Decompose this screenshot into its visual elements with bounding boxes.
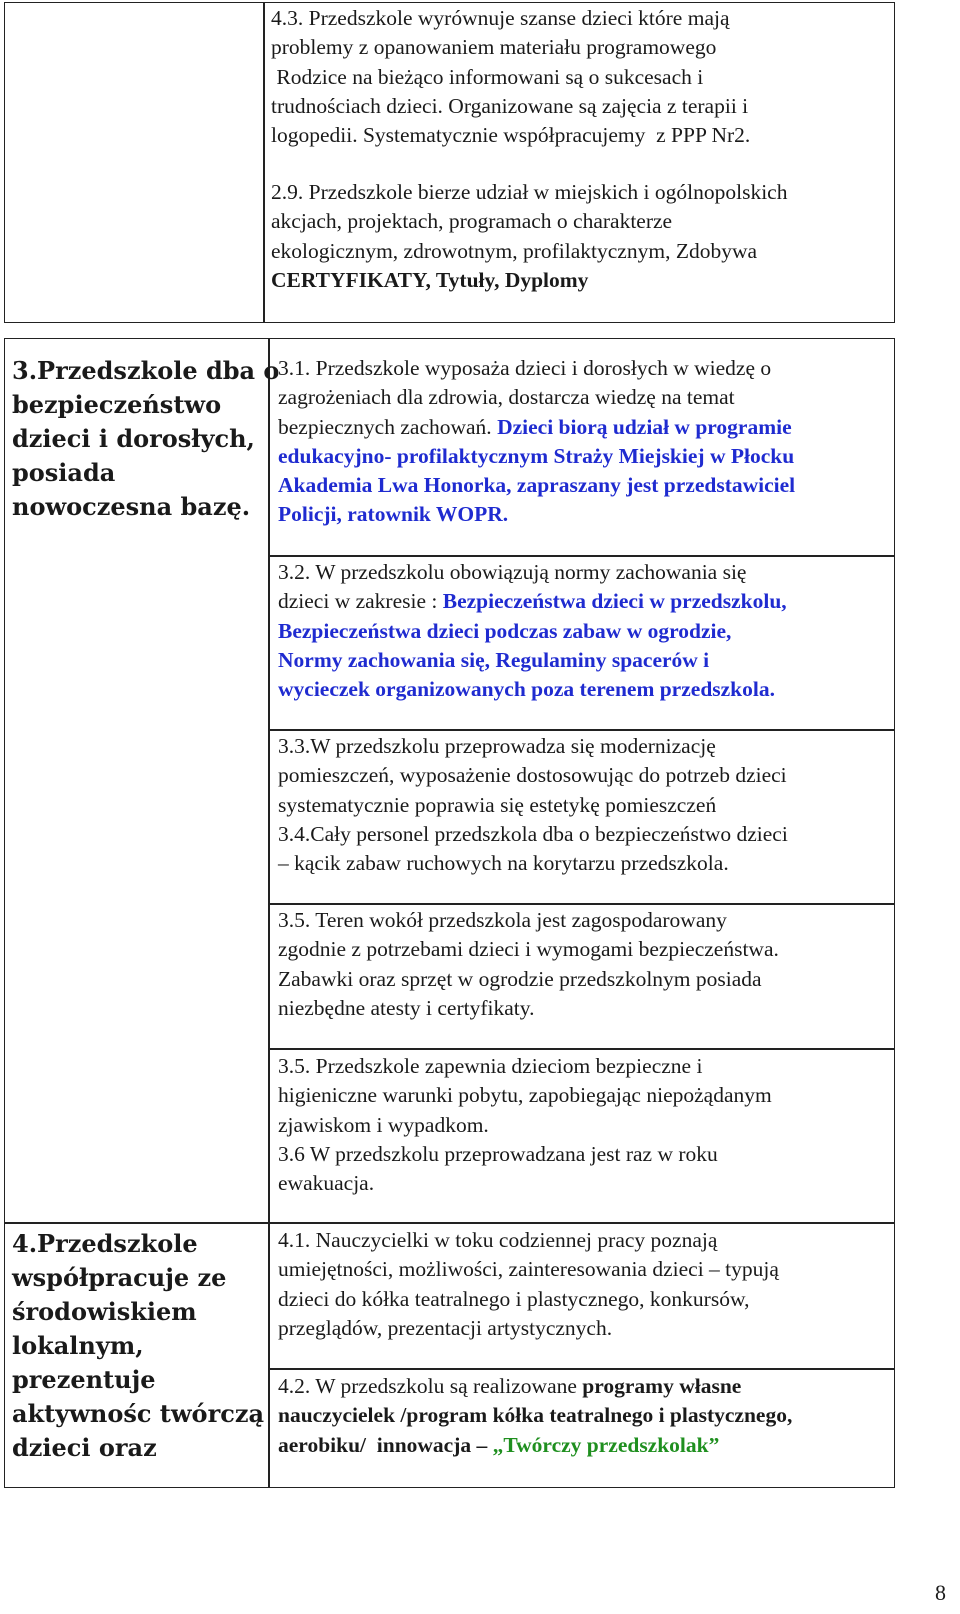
heading-line: 3.Przedszkole dba o — [12, 356, 280, 385]
line-blue: wycieczek organizowanych poza terenem przedszkola. — [278, 677, 775, 702]
line: Zabawki oraz sprzęt w ogrodzie przedszkolnym posiada — [278, 966, 762, 991]
row-line — [268, 1048, 895, 1050]
line: 4.3. Przedszkole wyrównuje szanse dzieci które mają — [271, 6, 730, 30]
heading-line: środowiskiem — [12, 1297, 197, 1326]
heading-line: aktywnośc twórczą — [12, 1399, 264, 1428]
line: ewakuacja. — [278, 1171, 375, 1196]
line: niezbędne atesty i certyfikaty. — [278, 995, 535, 1020]
line: problemy z opanowaniem materiału programowego — [271, 35, 717, 60]
text: 4.2. W przedszkolu są realizowane — [278, 1374, 583, 1398]
line: 3.1. Przedszkole wyposaża dzieci i dorosłych w wiedzę o — [278, 356, 772, 380]
text-bold: aerobiku/ innowacja – — [278, 1432, 493, 1457]
heading-line: 4.Przedszkole — [12, 1229, 198, 1258]
paragraph-4-2 — [278, 1372, 792, 1460]
line: Rodzice na bieżąco informowani są o sukcesach i — [271, 64, 704, 89]
line: 3.2. W przedszkolu obowiązują normy zachowania się — [278, 560, 747, 584]
line: przeglądów, prezentacji artystycznych. — [278, 1315, 613, 1340]
line-blue: Policji, ratownik WOPR. — [278, 502, 509, 527]
line-blue: Akademia Lwa Honorka, zapraszany jest przedstawiciel — [278, 473, 796, 498]
heading-line: dzieci oraz — [12, 1433, 157, 1462]
line: 3.3.W przedszkolu przeprowadza się modernizację — [278, 734, 716, 758]
line: 3.5. Teren wokół przedszkola jest zagospodarowany — [278, 908, 727, 932]
text-bold: programy własne — [582, 1374, 742, 1398]
line: systematycznie poprawia się estetykę pomieszczeń — [278, 792, 717, 817]
heading-line: nowoczesna bazę. — [12, 492, 251, 521]
line — [278, 1431, 792, 1460]
row-line — [4, 1222, 895, 1224]
paragraph-3-3 — [278, 732, 788, 878]
line-bold: CERTYFIKATY, Tytuły, Dyplomy — [271, 267, 589, 292]
line — [278, 1372, 792, 1401]
line: akcjach, projektach, programach o charakterze — [271, 209, 673, 234]
section-3-heading — [12, 354, 279, 524]
line: zagrożeniach dla zdrowia, dostarcza wiedzę na temat — [278, 385, 735, 410]
section-4-heading — [12, 1227, 264, 1465]
heading-line: prezentuje — [12, 1365, 156, 1394]
line-blue: Normy zachowania się, Regulaminy spacerów i — [278, 647, 710, 672]
line: 3.4.Cały personel przedszkola dba o bezpieczeństwo dzieci — [278, 821, 788, 846]
text-blue: Dzieci biorą udział w programie — [497, 414, 792, 439]
heading-line: posiada — [12, 458, 116, 487]
paragraph-3-1 — [278, 354, 795, 530]
heading-line: współpracuje ze — [12, 1263, 227, 1292]
paragraph-2-9 — [271, 178, 787, 295]
paragraph-4-3 — [271, 4, 750, 150]
line: 4.1. Nauczycielki w toku codziennej pracy poznają — [278, 1228, 718, 1252]
top-table-divider — [263, 2, 265, 323]
line-bold: nauczycielek /program kółka teatralnego i plastycznego, — [278, 1403, 793, 1428]
row-line — [268, 903, 895, 905]
line: – kącik zabaw ruchowych na korytarzu przedszkola. — [278, 851, 729, 876]
line-blue: Bezpieczeństwa dzieci podczas zabaw w ogrodzie, — [278, 618, 732, 643]
line: 2.9. Przedszkole bierze udział w miejskich i ogólnopolskich — [271, 180, 788, 204]
line: zjawiskom i wypadkom. — [278, 1112, 489, 1137]
heading-line: dzieci i dorosłych, — [12, 424, 255, 453]
line: 3.6 W przedszkolu przeprowadzana jest raz w roku — [278, 1141, 718, 1166]
text-green: „Twórczy przedszkolak” — [492, 1432, 720, 1457]
row-line — [268, 555, 895, 557]
line: trudnościach dzieci. Organizowane są zajęcia z terapii i — [271, 93, 749, 118]
paragraph-4-1 — [278, 1226, 779, 1343]
line: dzieci do kółka teatralnego i plastycznego, konkursów, — [278, 1286, 750, 1311]
line: umiejętności, możliwości, zainteresowania dzieci – typują — [278, 1257, 779, 1282]
line: ekologicznym, zdrowotnym, profilaktycznym, Zdobywa — [271, 238, 758, 263]
page-number: 8 — [935, 1580, 946, 1605]
text-blue: Bezpieczeństwa dzieci w przedszkolu, — [442, 589, 787, 614]
row-line — [268, 729, 895, 731]
text: bezpiecznych zachowań. — [278, 414, 498, 439]
paragraph-3-5a — [278, 906, 779, 1023]
line: logopedii. Systematycznie współpracujemy z PPP Nr2. — [271, 123, 751, 148]
line — [278, 413, 795, 442]
paragraph-3-2 — [278, 558, 787, 704]
heading-line: lokalnym, — [12, 1331, 144, 1360]
paragraph-3-5b — [278, 1052, 772, 1198]
line: zgodnie z potrzebami dzieci i wymogami bezpieczeństwa. — [278, 937, 779, 962]
line-blue: edukacyjno- profilaktycznym Straży Miejskiej w Płocku — [278, 443, 795, 468]
heading-line: bezpieczeństwo — [12, 390, 222, 419]
text: dzieci w zakresie : — [278, 589, 443, 614]
line — [278, 587, 787, 616]
line: pomieszczeń, wyposażenie dostosowując do potrzeb dzieci — [278, 763, 787, 788]
line: 3.5. Przedszkole zapewnia dzieciom bezpieczne i — [278, 1054, 703, 1078]
row-line — [268, 1368, 895, 1370]
line: higieniczne warunki pobytu, zapobiegając niepożądanym — [278, 1083, 772, 1108]
